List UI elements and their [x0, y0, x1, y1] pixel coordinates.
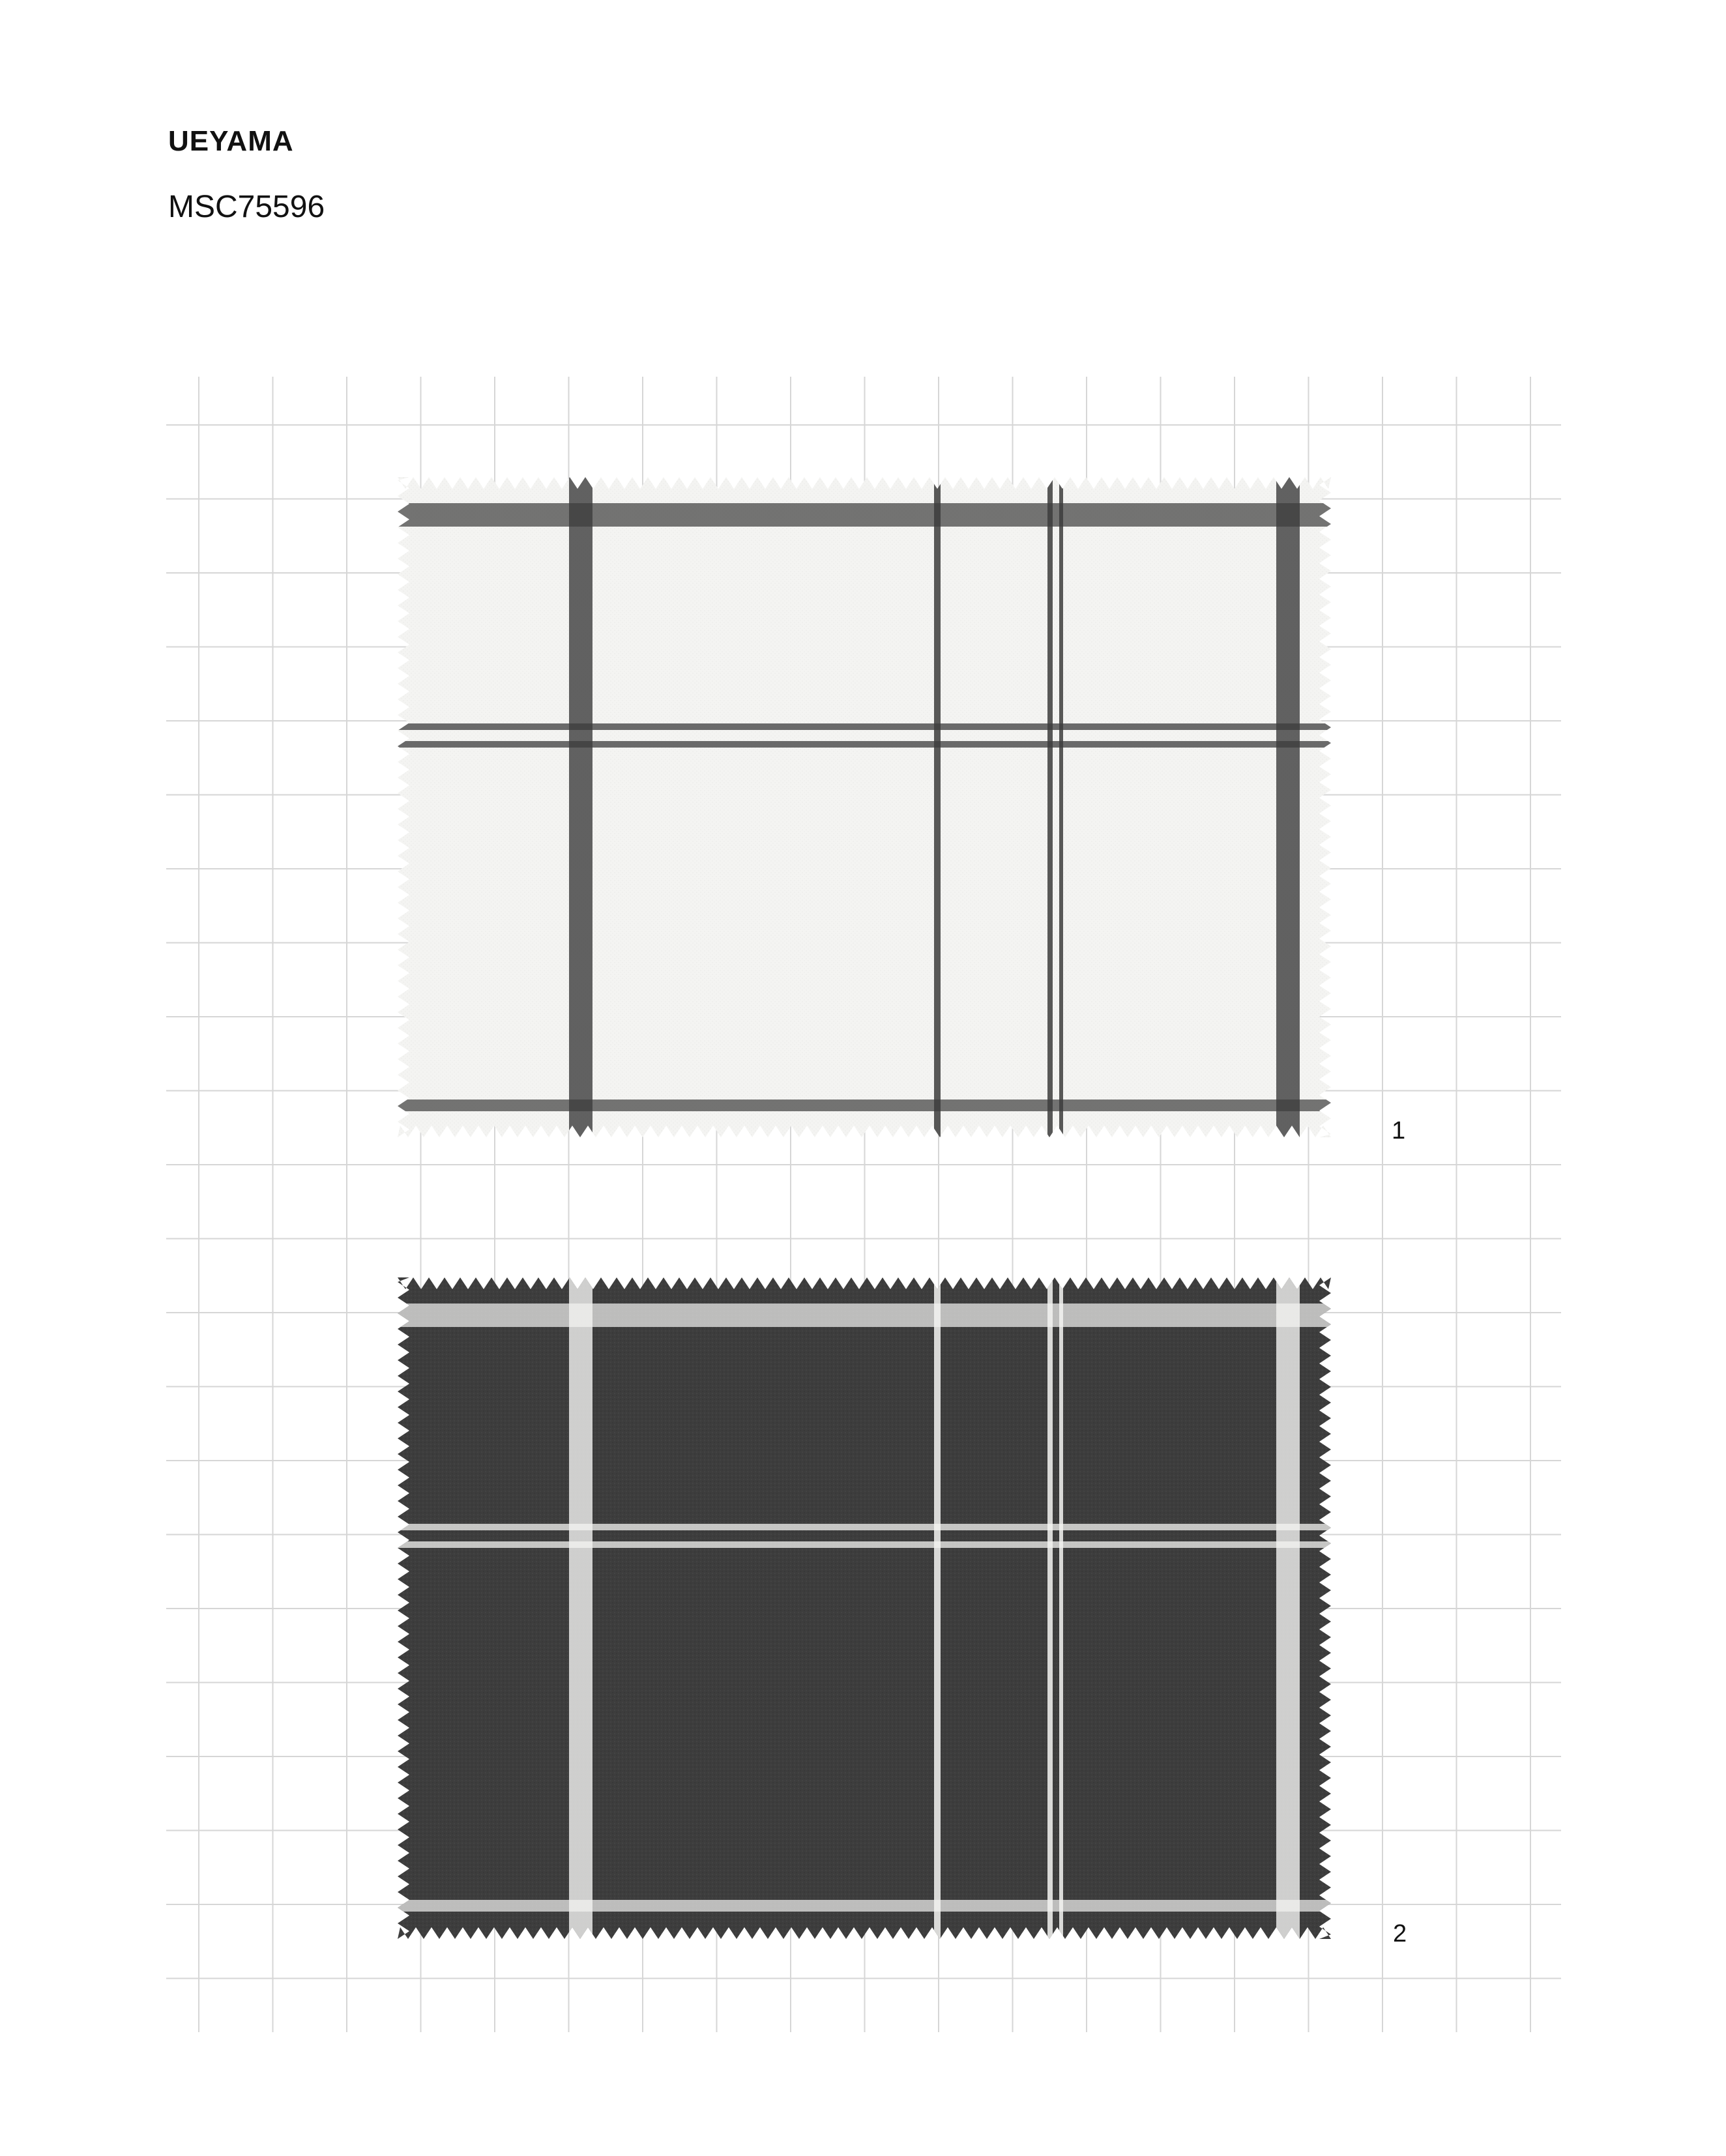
- fabric-swatch-1[interactable]: [398, 477, 1331, 1137]
- swatch-label-1: 1: [1392, 1117, 1406, 1144]
- fabric-stripe-vertical: [1276, 477, 1300, 1137]
- fabric-stripe-vertical: [1059, 477, 1063, 1137]
- fabric-stripe-horizontal: [398, 1541, 1331, 1548]
- fabric-stripe-horizontal: [398, 1304, 1331, 1327]
- fabric-stripe-vertical: [569, 1277, 592, 1939]
- fabric-ground: [398, 477, 1331, 1137]
- fabric-stripe-vertical: [934, 477, 941, 1137]
- fabric-stripe-horizontal: [398, 1900, 1331, 1912]
- fabric-stripe-horizontal: [398, 741, 1331, 748]
- fabric-stripe-vertical: [934, 1277, 941, 1939]
- fabric-stripe-vertical: [1276, 1277, 1300, 1939]
- fabric-stripe-vertical: [569, 477, 592, 1137]
- fabric-stripe-vertical: [1047, 1277, 1053, 1939]
- fabric-ground: [398, 1277, 1331, 1939]
- fabric-stripe-vertical: [1047, 477, 1053, 1137]
- brand-title: UEYAMA: [168, 125, 294, 157]
- swatch-label-2: 2: [1393, 1920, 1407, 1947]
- fabric-stripe-horizontal: [398, 1524, 1331, 1530]
- fabric-stripe-horizontal: [398, 503, 1331, 527]
- fabric-swatch-2[interactable]: [398, 1277, 1331, 1939]
- fabric-stripe-vertical: [1059, 1277, 1063, 1939]
- product-code: MSC75596: [168, 190, 325, 224]
- fabric-stripe-horizontal: [398, 723, 1331, 730]
- fabric-stripe-horizontal: [398, 1100, 1331, 1111]
